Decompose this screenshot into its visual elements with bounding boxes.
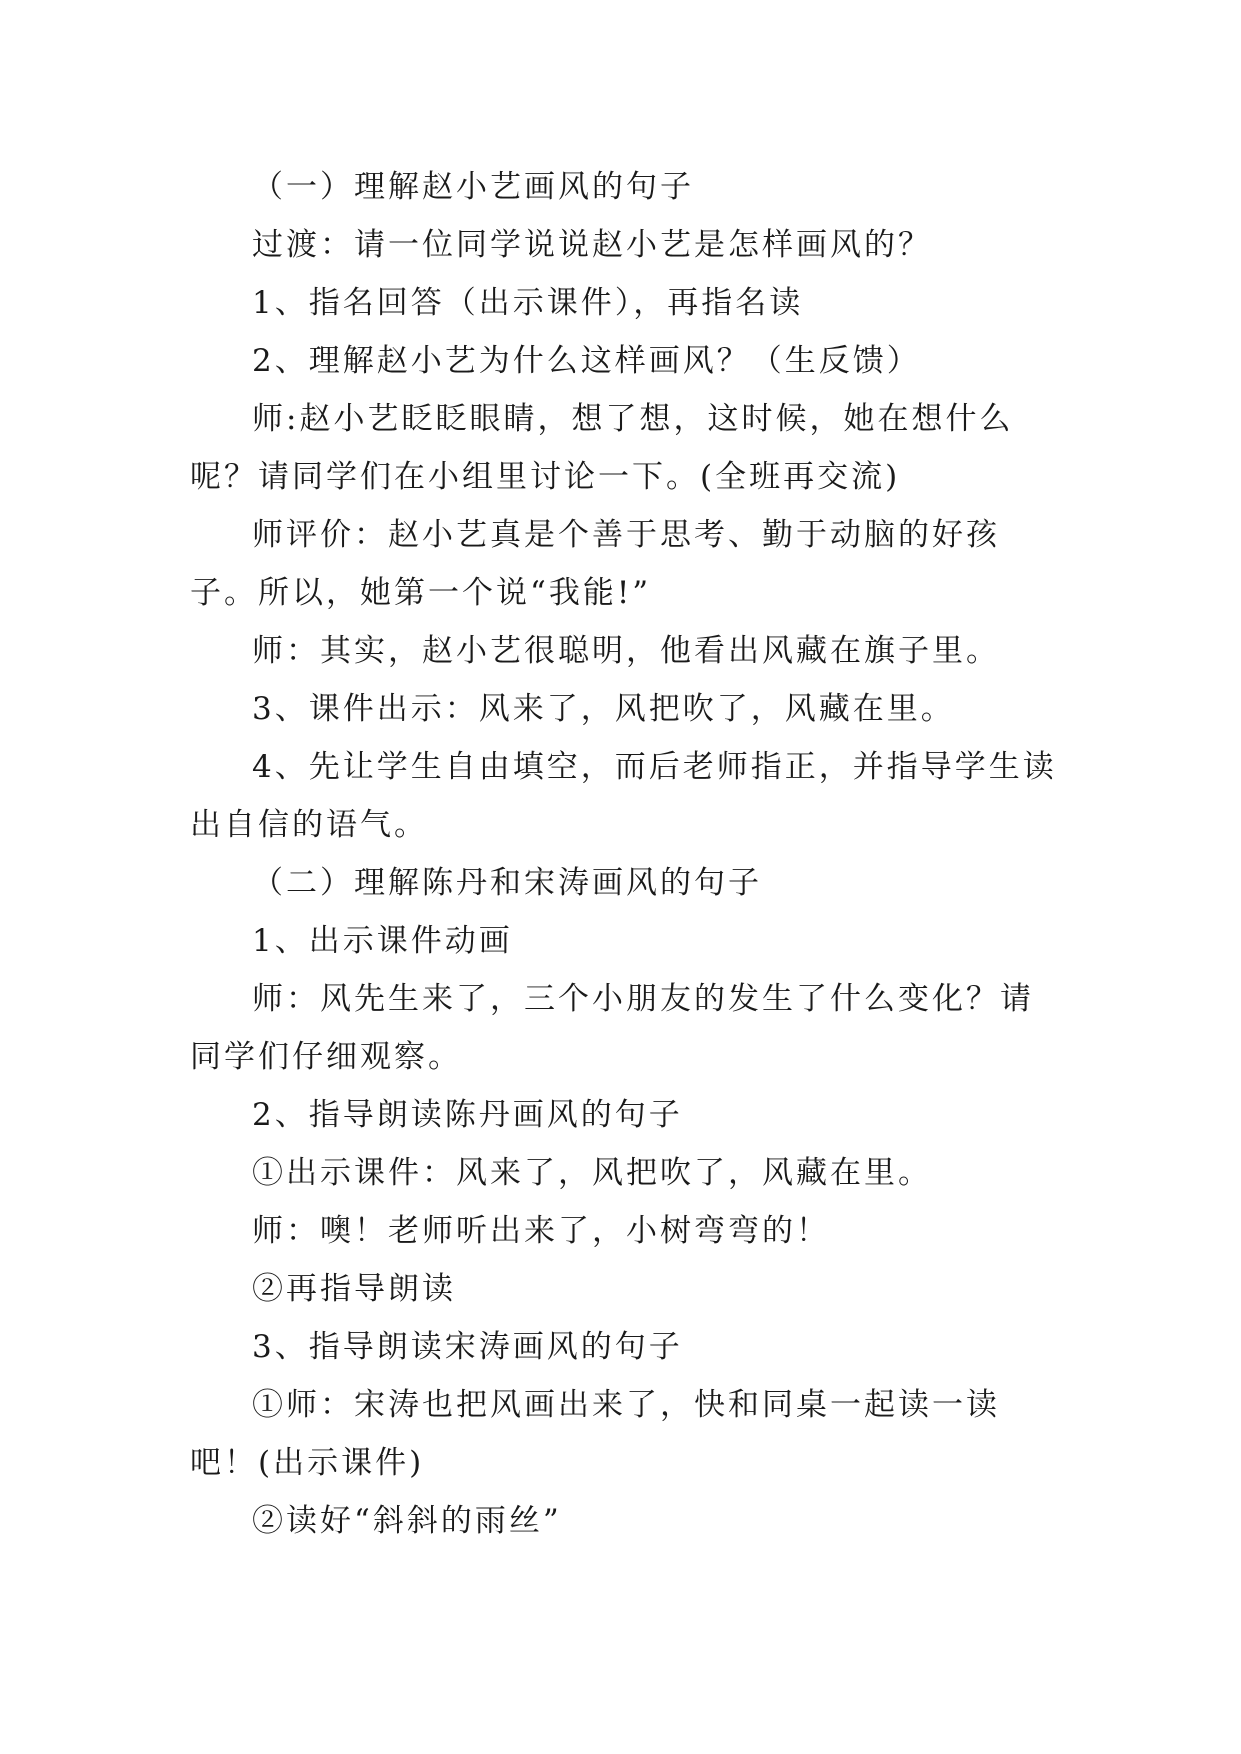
paragraph: 过渡：请一位同学说说赵小艺是怎样画风的？ <box>252 227 932 263</box>
paragraph: 1、指名回答（出示课件），再指名读 <box>252 285 804 321</box>
paragraph: 师：风先生来了，三个小朋友的发生了什么变化？请同学们仔细观察。 <box>190 981 1034 1075</box>
paragraph: ②再指导朗读 <box>252 1271 456 1307</box>
paragraph: 3、指导朗读宋涛画风的句子 <box>252 1329 683 1365</box>
paragraph: 2、理解赵小艺为什么这样画风？（生反馈） <box>252 343 921 379</box>
section-heading-2: （二）理解陈丹和宋涛画风的句子 <box>252 865 762 901</box>
document-body <box>190 158 1060 1550</box>
paragraph: 师：其实，赵小艺很聪明，他看出风藏在旗子里。 <box>252 633 1000 669</box>
paragraph: 师:赵小艺眨眨眼睛，想了想，这时候，她在想什么呢？请同学们在小组里讨论一下。(全班再交流) <box>190 401 1014 495</box>
section-heading-1: （一）理解赵小艺画风的句子 <box>252 169 694 205</box>
paragraph: ①师：宋涛也把风画出来了，快和同桌一起读一读吧！(出示课件) <box>190 1387 1000 1481</box>
paragraph: 师：噢！老师听出来了，小树弯弯的！ <box>252 1213 830 1249</box>
paragraph: ①出示课件：风来了，风把吹了，风藏在里。 <box>252 1155 932 1191</box>
paragraph: 师评价：赵小艺真是个善于思考、勤于动脑的好孩子。所以，她第一个说“我能!” <box>190 517 1000 611</box>
paragraph: ②读好“斜斜的雨丝” <box>252 1503 562 1539</box>
paragraph: 3、课件出示：风来了，风把吹了，风藏在里。 <box>252 691 955 727</box>
paragraph: 1、出示课件动画 <box>252 923 513 959</box>
paragraph: 4、先让学生自由填空，而后老师指正，并指导学生读出自信的语气。 <box>190 749 1057 843</box>
paragraph: 2、指导朗读陈丹画风的句子 <box>252 1097 683 1133</box>
